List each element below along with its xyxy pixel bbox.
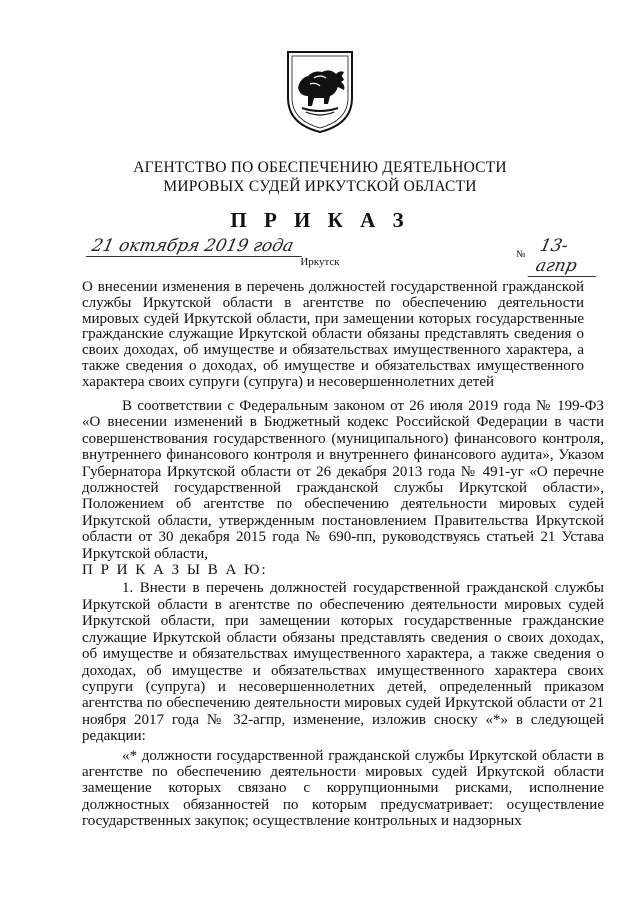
- order-number-handwritten: 13-агпр: [528, 236, 605, 277]
- order-word: П Р И К А З Ы В А Ю:: [82, 562, 268, 579]
- coat-of-arms-icon: [284, 48, 356, 134]
- order-date-handwritten: 21 октября 2019 года: [86, 236, 306, 257]
- footnote-paragraph: «* должности государственной гражданской службы Иркутской области в агентстве по обеспечению деятельности мировых судей Иркутской области замещение которых связано с коррупционными рисками, исполнение должностных обязанностей по которым предусматривает: осуществление государственных закупок; осуществление контрольных и надзорных: [82, 747, 604, 830]
- city-name: Иркутск: [300, 256, 340, 268]
- agency-name-line1: АГЕНТСТВО ПО ОБЕСПЕЧЕНИЮ ДЕЯТЕЛЬНОСТИ: [133, 159, 507, 176]
- order-subject: О внесении изменения в перечень должностей государственной гражданской службы Иркутской области в агентстве по обеспечению деятельности мировых судей Иркутской области, при замещении которых государственные гражданские служащие Иркутской области обязаны представлять сведения о своих доходах, об имуществе и обязательствах имущественного характера, а также сведения о доходах, об имуществе и обязательствах имущественного характера своих супруги (супруга) и несовершеннолетних детей: [82, 279, 584, 390]
- order-number-label: №: [516, 249, 526, 260]
- document-title: П Р И К А З: [230, 208, 410, 232]
- preamble-paragraph: В соответствии с Федеральным законом от 26 июля 2019 года № 199-ФЗ «О внесении изменений в Бюджетный кодекс Российской Федерации в части совершенствования государственного (муниципального) финансового контроля, внутреннего финансового контроля и внутреннего финансового аудита», Указом Губернатора Иркутской области от 26 декабря 2013 года № 491-уг «О перечне должностей государственной гражданской службы Иркутской области», Положением об агентстве по обеспечению деятельности мировых судей Иркутской области, утвержденным постановлением Правительства Иркутской области от 30 декабря 2015 года № 690-пп, руководствуясь статьей 21 Устава Иркутской области,: [82, 398, 604, 562]
- document-body: [82, 398, 604, 830]
- agency-name-line2: МИРОВЫХ СУДЕЙ ИРКУТСКОЙ ОБЛАСТИ: [163, 178, 477, 195]
- item-1-paragraph: 1. Внести в перечень должностей государственной гражданской службы Иркутской области в агентстве по обеспечению деятельности мировых судей Иркутской области, при замещении которых государственные гражданские служащие Иркутской области обязаны представлять сведения о своих доходах, об имуществе и обязательствах имущественного характера, а также сведения о доходах, об имуществе и обязательствах имущественного характера своих супруги (супруга) и несовершеннолетних детей, определенный приказом агентства по обеспечению деятельности мировых судей Иркутской области от 21 ноября 2017 года № 32-агпр, изменение, изложив сноску «*» в следующей редакции:: [82, 580, 604, 745]
